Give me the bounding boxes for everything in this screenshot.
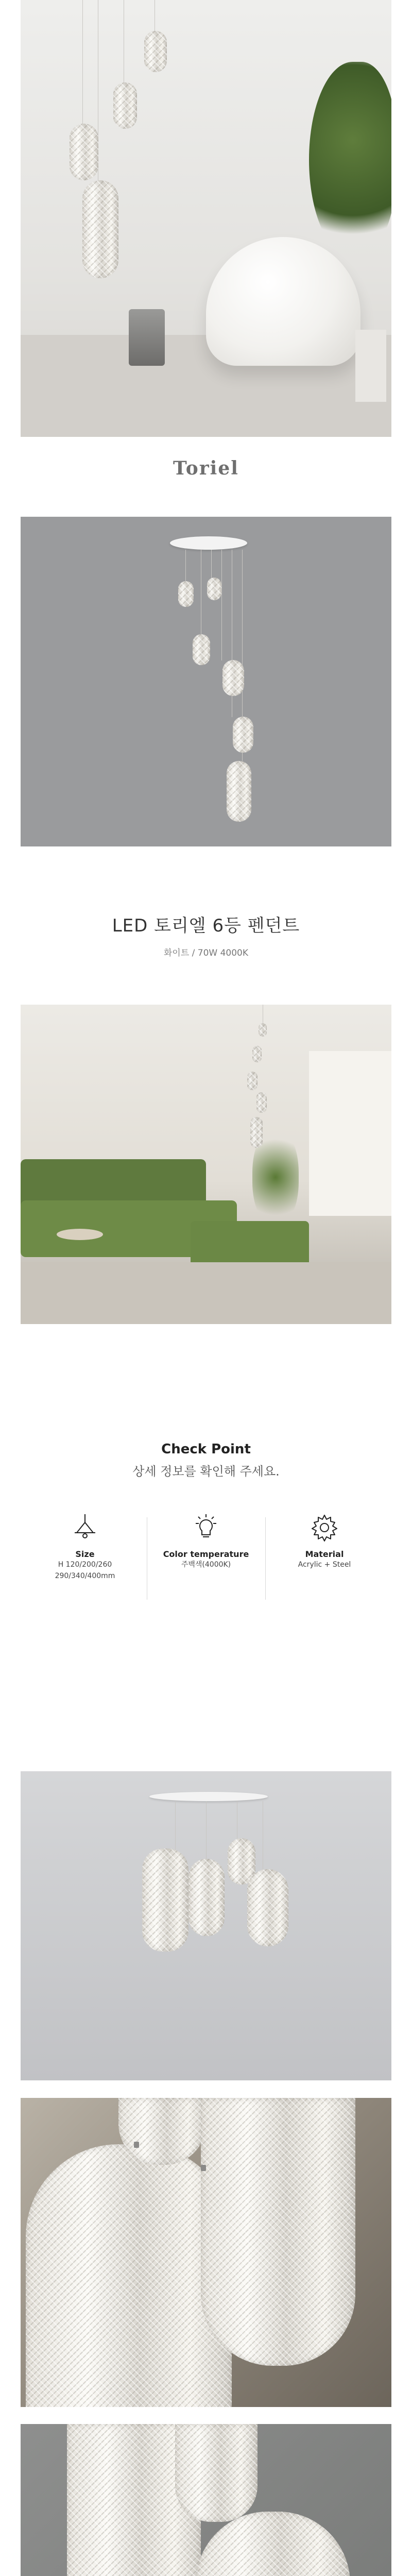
pendant-light [142,1849,188,1952]
pendant-light [247,1869,288,1946]
product-gray-photo [21,517,391,846]
pendant-light [201,2098,355,2366]
pendant-light [256,1092,267,1113]
check-point-subtitle: 상세 정보를 확인해 주세요. [132,1464,280,1479]
pendant-light [144,31,167,72]
gear-icon [309,1512,340,1543]
coffee-table [57,1229,103,1240]
spec-value: H 120/200/260 [58,1561,112,1569]
wire [206,1801,207,1863]
pendant-light [175,2424,258,2522]
product-spec-line: 화이트 / 70W 4000K [163,948,249,958]
pendant-light [252,1046,262,1062]
pendant-light [250,1117,263,1148]
wire [211,550,212,581]
pendant-light [113,82,137,129]
wire [82,0,83,129]
hero-photo [21,0,391,437]
spec-color-temperature [147,1512,265,1570]
wire [175,1801,176,1858]
metal-cap [134,2142,139,2148]
pendant-light [233,717,253,753]
spec-value: Acrylic + Steel [298,1561,351,1569]
spec-label: Material [305,1549,344,1559]
spec-material [265,1512,384,1570]
crystal-detail-photo-1 [21,2098,391,2407]
closeup-gray-photo [21,1771,391,2080]
brand-title: Toriel [173,457,239,479]
ceiling-canopy [170,536,247,550]
pendant-light [70,124,98,180]
pendant-light [222,660,244,696]
spec-label: Color temperature [163,1549,249,1559]
pendant-light [227,761,251,822]
check-point-title: Check Point [161,1442,251,1457]
window-wall [309,1051,391,1216]
metal-cap [201,2165,206,2171]
pendant-light [188,1859,225,1936]
crystal-detail-photo-2 [21,2424,391,2576]
pendant-light [82,180,118,278]
pendant-light [207,578,221,600]
plant-pot [355,330,386,402]
pendant-light [259,1023,267,1037]
pendant-light [247,1072,258,1090]
spec-size [26,1512,144,1582]
light-bulb-icon [191,1512,221,1543]
pendant-light [178,581,194,607]
ceiling-canopy [149,1792,268,1801]
spec-value: 290/340/400mm [55,1572,115,1580]
rug [21,1262,391,1324]
plant [309,62,391,258]
living-room-photo [21,1005,391,1324]
side-table [129,309,165,366]
pendant-light [193,634,210,665]
wire [221,550,222,660]
spec-label: Size [75,1549,95,1559]
pendant-lamp-icon [70,1512,100,1543]
armchair [206,237,360,366]
product-name: LED 토리엘 6등 펜던트 [112,916,300,936]
spec-value: 주백색(4000K) [181,1561,231,1569]
wire [185,550,186,583]
